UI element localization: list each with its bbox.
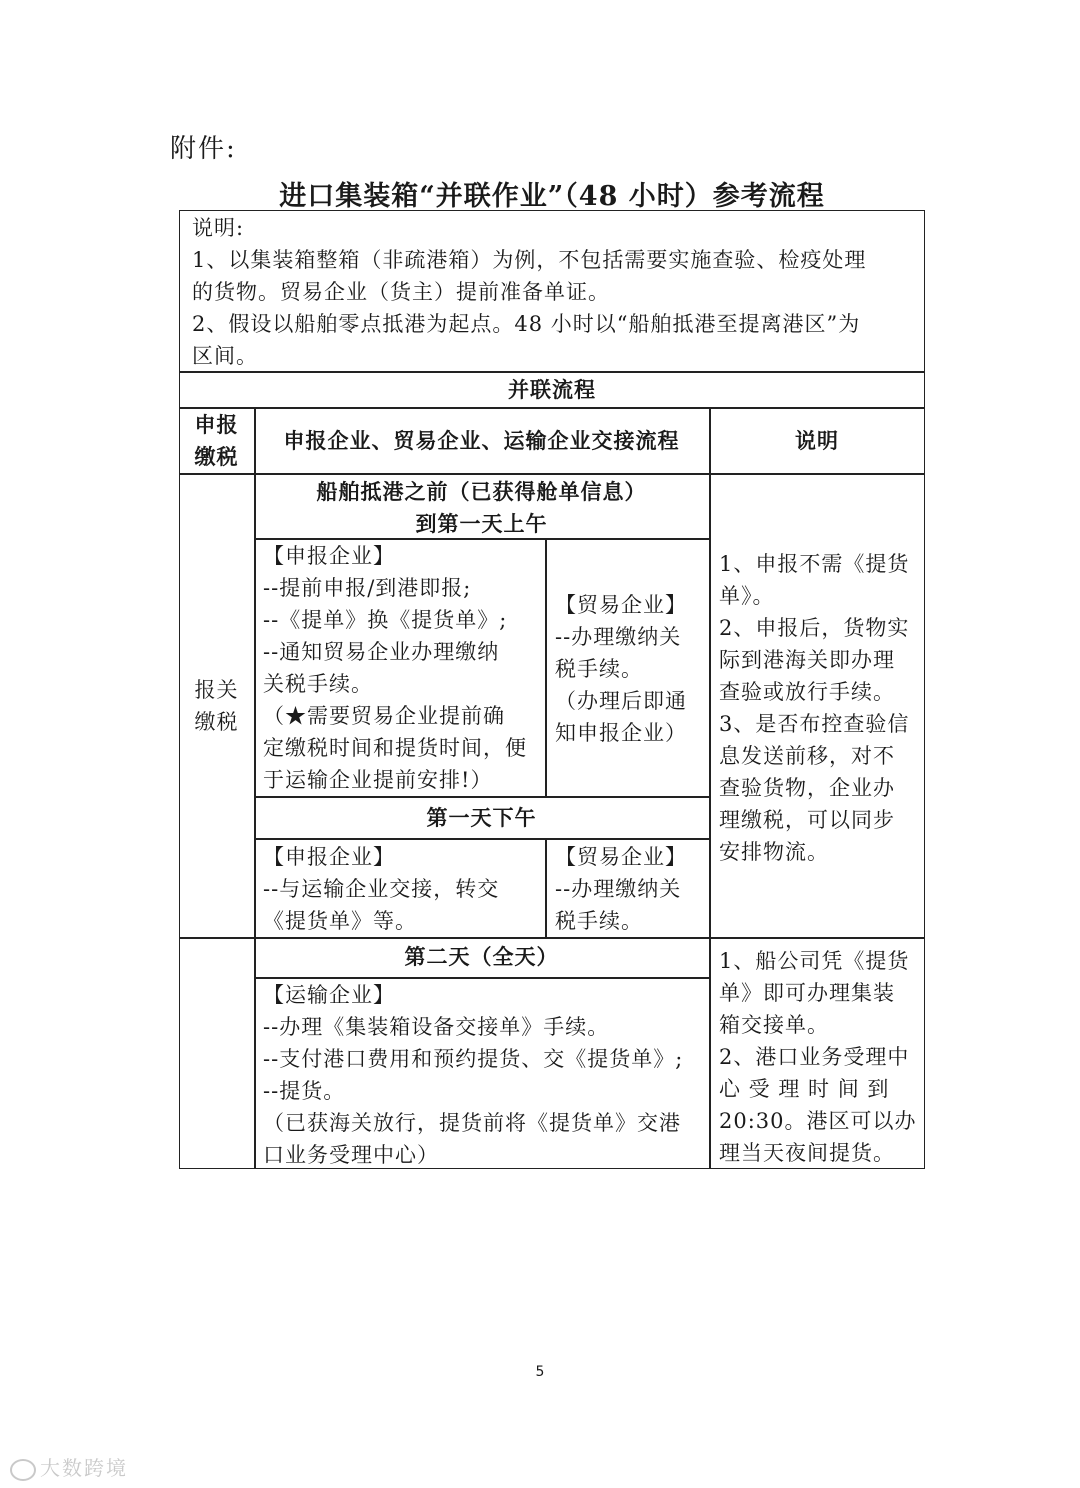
header-notes: 说明 xyxy=(795,428,839,453)
header-line: 缴税 xyxy=(194,444,239,469)
cell-line: 《提货单》等。 xyxy=(263,909,417,933)
rule-section-title-bottom xyxy=(179,407,925,409)
rule-phase2-title-bottom xyxy=(254,838,709,840)
watermark-text: 大数跨境 xyxy=(40,1456,128,1480)
cell-line: 1、船公司凭《提货 xyxy=(719,949,910,973)
cell-line: --办理缴纳关 xyxy=(555,877,682,901)
cell-line: 箱交接单。 xyxy=(719,1013,829,1037)
rule-col2 xyxy=(709,407,711,1169)
phase1-title-line: 船舶抵港之前（已获得舱单信息） xyxy=(316,479,647,504)
day2-title: 第二天（全天） xyxy=(404,944,559,969)
day2-notes-cell xyxy=(719,945,923,1169)
cell-line: 际到港海关即办理 xyxy=(719,648,895,672)
rule-phase1-bottom xyxy=(254,796,709,798)
header-handover-process: 申报企业、贸易企业、运输企业交接流程 xyxy=(283,428,680,453)
customs-label xyxy=(179,674,254,738)
cell-line: 税手续。 xyxy=(555,657,643,681)
cell-line: 理缴税，可以同步 xyxy=(719,808,895,832)
cell-line: 查验或放行手续。 xyxy=(719,680,895,704)
phase1-declarant-cell xyxy=(263,540,545,796)
cell-line: 【申报企业】 xyxy=(263,544,395,568)
phase1-title xyxy=(254,476,709,540)
cell-line: --提前申报/到港即报; xyxy=(263,576,472,600)
header-line: 申报 xyxy=(194,412,239,437)
cell-line: --办理缴纳关 xyxy=(555,625,682,649)
watermark xyxy=(10,1452,128,1481)
cell-line: --通知贸易企业办理缴纳 xyxy=(263,640,500,664)
cell-line: 1、申报不需《提货 xyxy=(719,552,910,576)
cell-line: （已获海关放行，提货前将《提货单》交港 xyxy=(263,1111,681,1135)
page-number: 5 xyxy=(535,1364,545,1380)
customs-notes-cell xyxy=(719,548,923,868)
cell-line: --提货。 xyxy=(263,1079,346,1103)
header-declare-tax xyxy=(179,409,254,473)
rule-phase1-split xyxy=(545,538,547,796)
cell-line: 【贸易企业】 xyxy=(555,845,687,869)
cell-line: 查验货物，企业办 xyxy=(719,776,895,800)
cell-line: 单》即可办理集装 xyxy=(719,981,895,1005)
phase2-title: 第一天下午 xyxy=(426,805,537,830)
phase2-trader-cell xyxy=(555,841,707,937)
cell-line: （★需要贸易企业提前确 xyxy=(263,704,505,728)
cell-line: 心 受 理 时 间 到 xyxy=(719,1077,890,1101)
phase2-declarant-cell xyxy=(263,841,545,937)
cell-line: 【运输企业】 xyxy=(263,983,395,1007)
cell-line: 口业务受理中心） xyxy=(263,1143,439,1167)
cell-line: 知申报企业） xyxy=(555,721,687,745)
watermark-logo-icon xyxy=(10,1459,36,1481)
section-title: 并联流程 xyxy=(508,377,596,402)
notes-line: 的货物。贸易企业（货主）提前准备单证。 xyxy=(192,280,610,304)
notes-line: 2、假设以船舶零点抵港为起点。48 小时以“船舶抵港至提离港区”为 xyxy=(192,312,861,336)
cell-line: 2、港口业务受理中 xyxy=(719,1045,910,1069)
notes-line: 区间。 xyxy=(192,344,258,368)
notes-heading: 说明: xyxy=(192,216,245,240)
document-title: 进口集装箱“并联作业”（48 小时）参考流程 xyxy=(279,181,825,212)
cell-line: 3、是否布控查验信 xyxy=(719,712,910,736)
cell-line: 【贸易企业】 xyxy=(555,593,687,617)
rule-phase2-split xyxy=(545,838,547,937)
cell-line: 税手续。 xyxy=(555,909,643,933)
rule-customs-bottom xyxy=(179,937,925,939)
notes-block xyxy=(192,212,922,372)
customs-label-line: 报关 xyxy=(194,678,239,702)
phase1-trader-cell xyxy=(555,589,707,749)
cell-line: 安排物流。 xyxy=(719,840,829,864)
attachment-label: 附件: xyxy=(170,134,237,164)
cell-line: --《提单》换《提货单》; xyxy=(263,608,508,632)
cell-line: 息发送前移，对不 xyxy=(719,744,895,768)
cell-line: 2、申报后，货物实 xyxy=(719,616,910,640)
cell-line: 定缴税时间和提货时间，便 xyxy=(263,736,527,760)
phase1-title-line: 到第一天上午 xyxy=(415,511,548,536)
cell-line: 于运输企业提前安排!） xyxy=(263,768,493,792)
cell-line: （办理后即通 xyxy=(555,689,687,713)
cell-line: 20:30。港区可以办 xyxy=(719,1109,917,1133)
cell-line: --支付港口费用和预约提货、交《提货单》; xyxy=(263,1047,684,1071)
cell-line: 理当天夜间提货。 xyxy=(719,1141,895,1165)
cell-line: 【申报企业】 xyxy=(263,845,395,869)
customs-label-line: 缴税 xyxy=(194,710,239,734)
notes-line: 1、以集装箱整箱（非疏港箱）为例，不包括需要实施查验、检疫处理 xyxy=(192,248,867,272)
cell-line: --办理《集装箱设备交接单》手续。 xyxy=(263,1015,610,1039)
day2-transport-cell xyxy=(263,979,707,1171)
cell-line: 单》。 xyxy=(719,584,775,608)
cell-line: --与运输企业交接，转交 xyxy=(263,877,500,901)
cell-line: 关税手续。 xyxy=(263,672,373,696)
rule-header-bottom xyxy=(179,473,925,475)
